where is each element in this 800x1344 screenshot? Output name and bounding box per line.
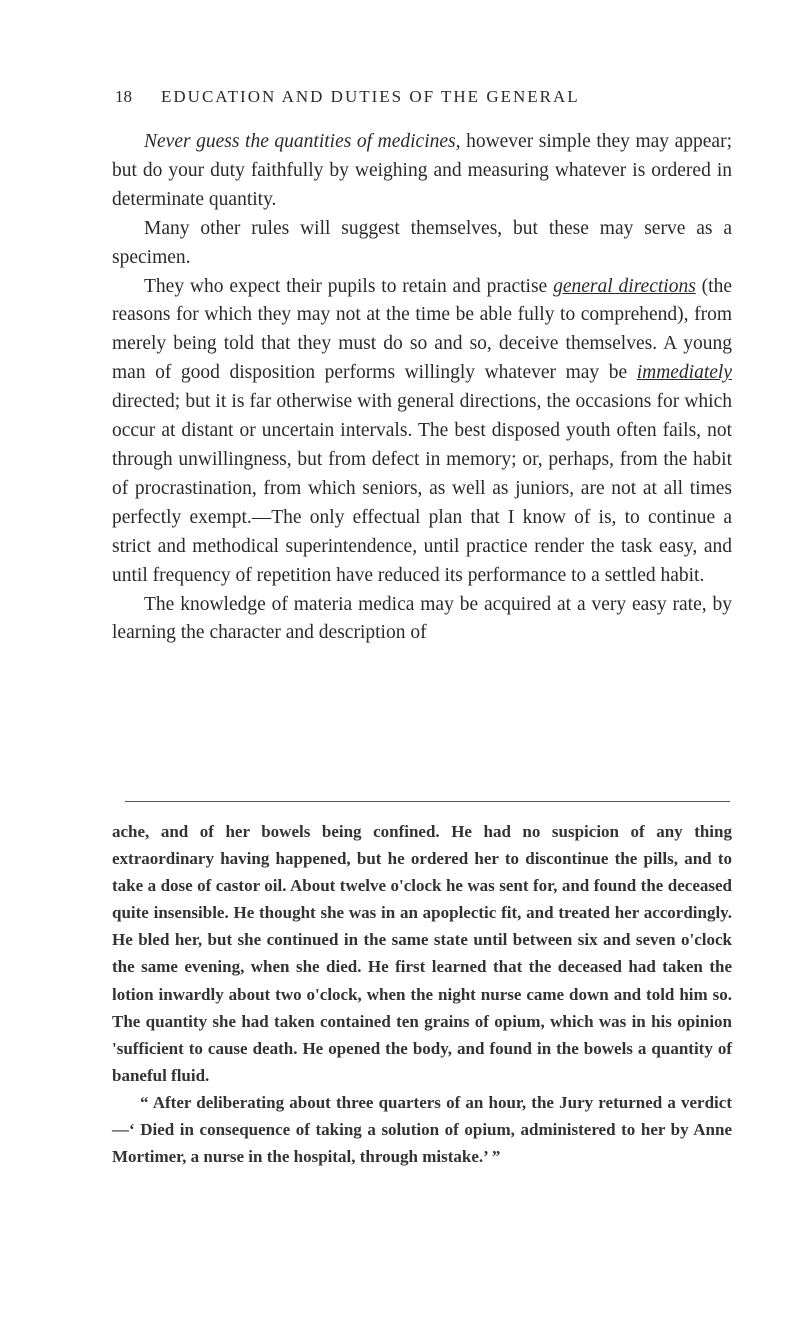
paragraph-2: Many other rules will suggest themselves, but these may serve as a specimen. — [112, 217, 732, 268]
paragraph-1-text: however simple they may appear; but do your duty faithfully by weighing and measuring whatever is ordered in determinate quantity. — [112, 131, 732, 210]
paragraph-1-emphasis: Never guess the quantities of medicines, — [144, 131, 461, 152]
paragraph-1 — [112, 128, 732, 215]
footnote — [112, 818, 732, 1170]
running-header — [115, 86, 733, 108]
paragraph-3-emphasis-immediately: immediately — [636, 362, 732, 384]
paragraph-3-emphasis-general-directions: general directions — [553, 275, 696, 297]
footnote-divider — [125, 801, 730, 802]
paragraph-4: The knowledge of materia medica may be acquired at a very easy rate, by learning the character and description of — [112, 593, 732, 644]
paragraph-3-text-b: (the reasons for which they may not at the time be able fully to comprehend), from merely being told that they must do so and so, deceive themselves. A young man of good disposition performs willingly whatever may be — [112, 275, 732, 384]
footnote-paragraph-1: ache, and of her bowels being confined. He had no suspicion of any thing extraordinary having happened, but he ordered her to discontinue the pills, and to take a dose of castor oil. About twelve o'clock he was sent for, and found the deceased quite insensible. He thought she was in an apoplectic fit, and treated her accordingly. He bled her, but she continued in the same state until between six and seven o'clock the same evening, when she died. He first learned that the deceased had taken the lotion inwardly about two o'clock, when the night nurse came down and told him so. The quantity she had taken contained ten grains of opium, which was in his opinion 'sufficient to cause death. He opened the body, and found in the bowels a quantity of baneful fluid. — [112, 822, 732, 1085]
page-number: 18 — [115, 87, 132, 106]
footnote-paragraph-2: “ After deliberating about three quarters of an hour, the Jury returned a verdict—‘ Died in consequence of taking a solution of opium, administered to her by Anne Mortimer, a nurse in the hospital, through mistake.’ ” — [112, 1092, 732, 1167]
paragraph-3-text-c: directed; but it is far otherwise with general directions, the occasions for which occur at distant or uncertain intervals. The best disposed youth often fails, not through unwillingness, but from defect in memory; or, perhaps, from the habit of procrastination, from which seniors, as well as juniors, are not at all times perfectly exempt.—The only effectual plan that I know of is, to continue a strict and methodical superintendence, until practice render the task easy, and until frequency of repetition have reduced its performance to a settled habit. — [112, 391, 732, 586]
paragraph-3-text-a: They who expect their pupils to retain and practise — [144, 275, 554, 297]
main-text — [112, 128, 732, 648]
running-title: EDUCATION AND DUTIES OF THE GENERAL — [161, 87, 580, 106]
paragraph-3 — [112, 273, 732, 591]
